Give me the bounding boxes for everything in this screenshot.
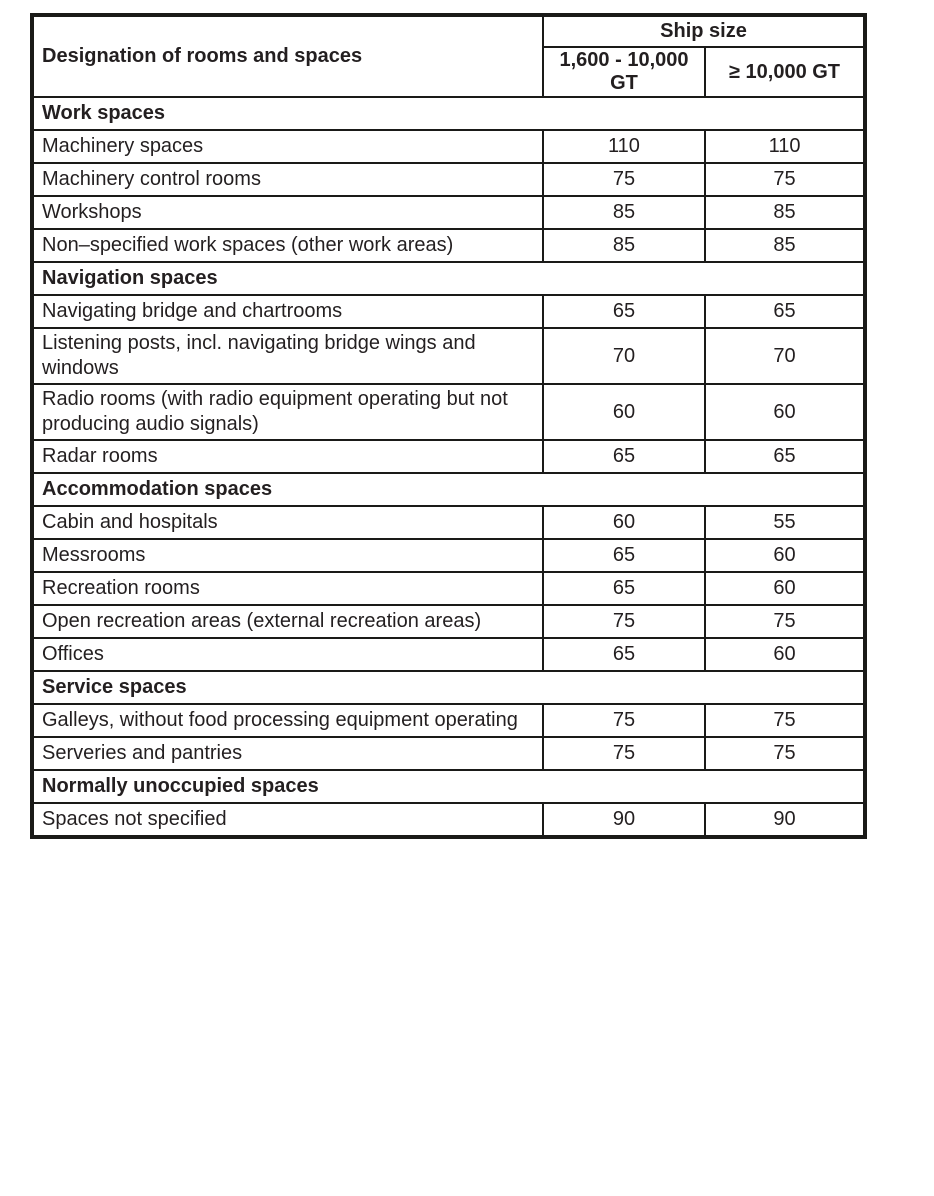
row-value: 85 <box>543 196 705 229</box>
row-value: 75 <box>705 737 865 770</box>
table-row <box>32 163 865 196</box>
row-label: Workshops <box>32 196 543 229</box>
row-value: 110 <box>543 130 705 163</box>
row-label: Machinery control rooms <box>32 163 543 196</box>
table-header <box>32 15 865 97</box>
row-value: 70 <box>705 328 865 384</box>
ship-size-header: Ship size <box>543 15 865 47</box>
row-value: 65 <box>543 638 705 671</box>
section-header-row <box>32 473 865 506</box>
row-label: Non–specified work spaces (other work areas) <box>32 229 543 262</box>
row-value: 75 <box>705 704 865 737</box>
row-value: 110 <box>705 130 865 163</box>
row-label: Messrooms <box>32 539 543 572</box>
designation-header: Designation of rooms and spaces <box>32 15 543 97</box>
row-value: 60 <box>543 384 705 440</box>
row-value: 70 <box>543 328 705 384</box>
row-label: Listening posts, incl. navigating bridge wings and windows <box>32 328 543 384</box>
section-title: Navigation spaces <box>32 262 865 295</box>
row-value: 65 <box>543 572 705 605</box>
row-value: 65 <box>543 440 705 473</box>
row-value: 60 <box>543 506 705 539</box>
row-value: 65 <box>705 295 865 328</box>
section-title: Accommodation spaces <box>32 473 865 506</box>
row-value: 60 <box>705 572 865 605</box>
row-value: 75 <box>705 605 865 638</box>
size-range-small-header: 1,600 - 10,000 GT <box>543 47 705 97</box>
section-header-row <box>32 262 865 295</box>
row-value: 60 <box>705 638 865 671</box>
row-label: Offices <box>32 638 543 671</box>
size-range-large-header: ≥ 10,000 GT <box>705 47 865 97</box>
table-row <box>32 572 865 605</box>
section-header-row <box>32 770 865 803</box>
table-row <box>32 440 865 473</box>
table-row <box>32 803 865 837</box>
row-value: 65 <box>543 295 705 328</box>
row-value: 90 <box>705 803 865 837</box>
table-row <box>32 737 865 770</box>
row-value: 65 <box>705 440 865 473</box>
section-title: Service spaces <box>32 671 865 704</box>
row-label: Navigating bridge and chartrooms <box>32 295 543 328</box>
row-label: Machinery spaces <box>32 130 543 163</box>
table-row <box>32 506 865 539</box>
table-row <box>32 130 865 163</box>
row-value: 60 <box>705 384 865 440</box>
row-label: Galleys, without food processing equipment operating <box>32 704 543 737</box>
row-label: Radar rooms <box>32 440 543 473</box>
row-label: Cabin and hospitals <box>32 506 543 539</box>
row-value: 75 <box>543 704 705 737</box>
row-value: 90 <box>543 803 705 837</box>
table-row <box>32 384 865 440</box>
header-row-top <box>32 15 865 47</box>
section-header-row <box>32 97 865 130</box>
table-row <box>32 328 865 384</box>
row-value: 75 <box>543 163 705 196</box>
noise-limits-table <box>30 13 867 839</box>
row-value: 65 <box>543 539 705 572</box>
table-row <box>32 295 865 328</box>
row-value: 75 <box>705 163 865 196</box>
row-label: Serveries and pantries <box>32 737 543 770</box>
row-label: Spaces not specified <box>32 803 543 837</box>
row-label: Open recreation areas (external recreation areas) <box>32 605 543 638</box>
table-row <box>32 196 865 229</box>
table-row <box>32 539 865 572</box>
row-value: 85 <box>543 229 705 262</box>
section-title: Normally unoccupied spaces <box>32 770 865 803</box>
row-value: 85 <box>705 229 865 262</box>
row-label: Radio rooms (with radio equipment operating but not producing audio signals) <box>32 384 543 440</box>
row-value: 60 <box>705 539 865 572</box>
row-value: 75 <box>543 605 705 638</box>
row-value: 85 <box>705 196 865 229</box>
table-row <box>32 229 865 262</box>
section-header-row <box>32 671 865 704</box>
row-value: 55 <box>705 506 865 539</box>
table-row <box>32 605 865 638</box>
table-row <box>32 704 865 737</box>
row-value: 75 <box>543 737 705 770</box>
row-label: Recreation rooms <box>32 572 543 605</box>
table-row <box>32 638 865 671</box>
section-title: Work spaces <box>32 97 865 130</box>
table-body <box>32 97 865 837</box>
